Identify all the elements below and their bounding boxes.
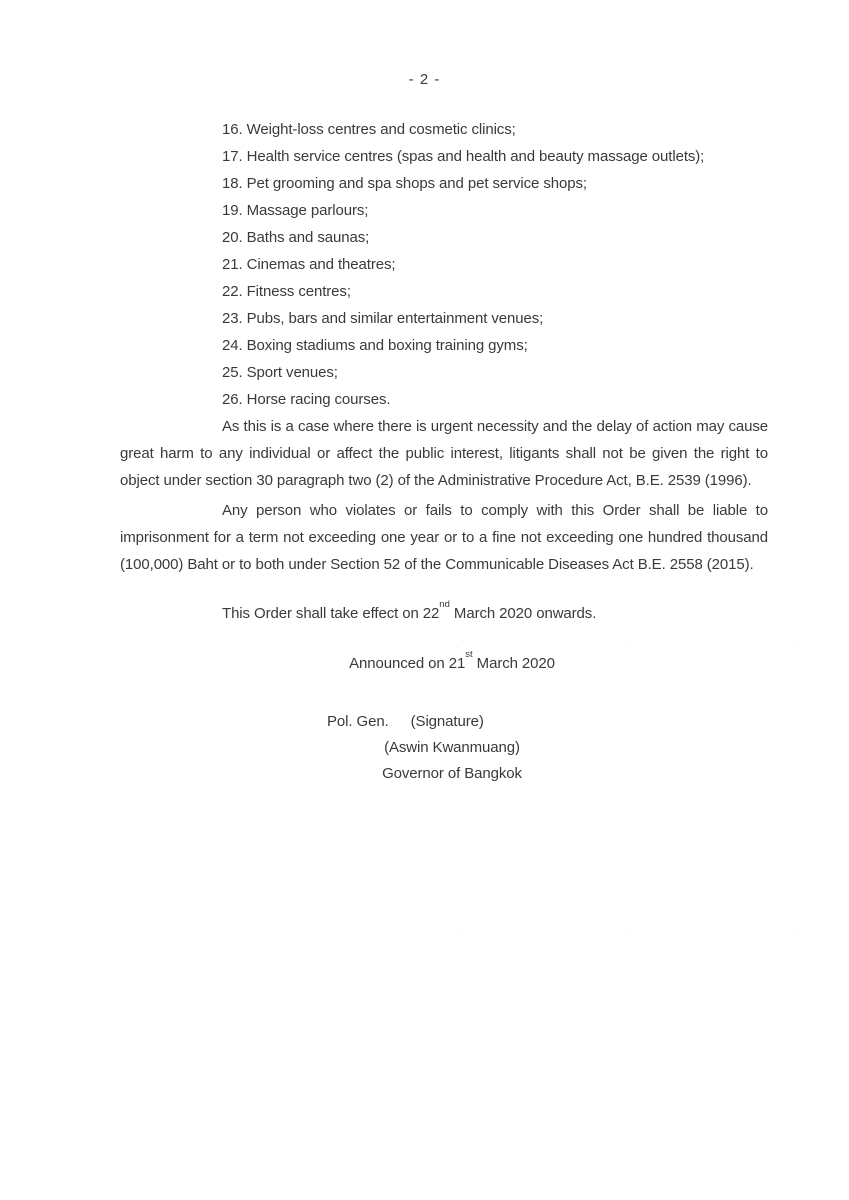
ordinal-superscript: nd — [439, 599, 450, 610]
list-item: 26. Horse racing courses. — [222, 391, 391, 408]
effective-date-line — [120, 600, 768, 627]
list-item: 24. Boxing stadiums and boxing training gyms; — [222, 337, 528, 354]
announcement-line — [120, 650, 768, 677]
list-item: 25. Sport venues; — [222, 364, 338, 381]
signature-line — [120, 709, 768, 735]
signature-placeholder: (Signature) — [410, 713, 484, 730]
list-item: 23. Pubs, bars and similar entertainment venues; — [222, 310, 544, 327]
paragraph-line: great harm to any individual or affect the public interest, litigants shall not be given the right to — [120, 445, 768, 462]
signature-name: (Aswin Kwanmuang) — [384, 739, 520, 756]
ordinal-superscript: st — [465, 649, 473, 660]
paragraph-penalty — [120, 497, 768, 578]
list-item: 22. Fitness centres; — [222, 283, 351, 300]
page-number: - 2 - — [408, 71, 441, 88]
list-item: 19. Massage parlours; — [222, 202, 369, 219]
announcement-text: Announced on 21 — [349, 655, 466, 672]
paragraph-line: object under section 30 paragraph two (2) of the Administrative Procedure Act, B.E. 2539 (1996). — [120, 472, 752, 489]
effective-date-text: This Order shall take effect on 22 — [222, 605, 440, 622]
list-item: 16. Weight-loss centres and cosmetic clinics; — [222, 121, 516, 138]
list-item: 21. Cinemas and theatres; — [222, 256, 396, 273]
paragraph-urgency — [120, 413, 768, 494]
paragraph-line: (100,000) Baht or to both under Section 52 of the Communicable Diseases Act B.E. 2558 (2015). — [120, 556, 754, 573]
venue-list — [120, 116, 768, 413]
list-item: 17. Health service centres (spas and health and beauty massage outlets); — [222, 148, 705, 165]
paragraph-line: imprisonment for a term not exceeding one year or to a fine not exceeding one hundred thousand — [120, 529, 768, 546]
effective-date-text: March 2020 onwards. — [449, 605, 597, 622]
signature-title: Governor of Bangkok — [382, 765, 522, 782]
paragraph-line: As this is a case where there is urgent necessity and the delay of action may cause — [222, 418, 768, 435]
signature-rank: Pol. Gen. — [327, 713, 389, 730]
announcement-text: March 2020 — [472, 655, 555, 672]
list-item: 20. Baths and saunas; — [222, 229, 370, 246]
list-item: 18. Pet grooming and spa shops and pet service shops; — [222, 175, 587, 192]
paragraph-line: Any person who violates or fails to comply with this Order shall be liable to — [222, 502, 768, 519]
signature-block — [120, 709, 768, 787]
page-content — [120, 116, 768, 787]
